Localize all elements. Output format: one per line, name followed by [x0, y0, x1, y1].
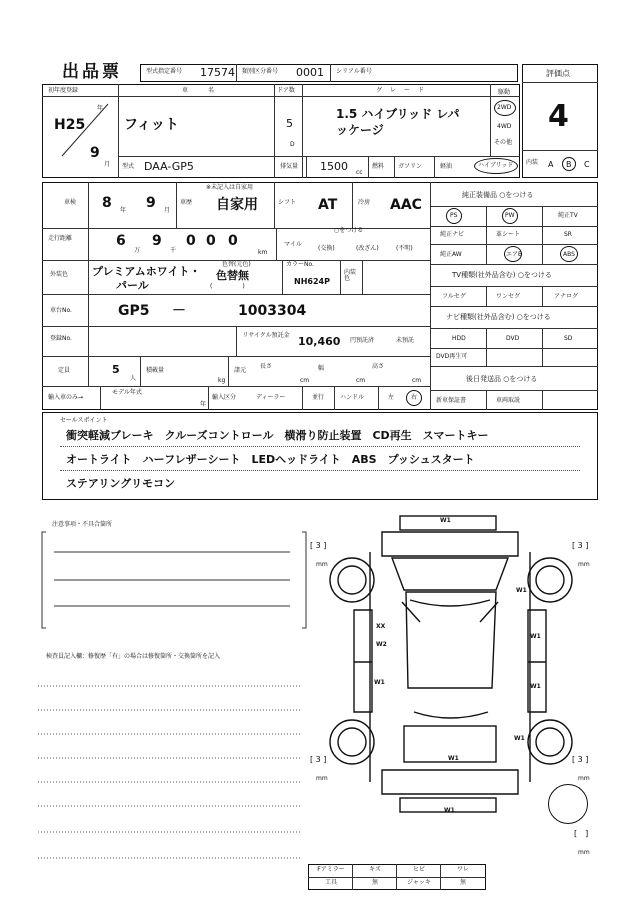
- equip-abs: ABS: [563, 251, 575, 258]
- aftermarket-title: 後日発送品 ○をつける: [466, 375, 538, 383]
- dims-width: 幅: [318, 365, 325, 372]
- year-slash: [56, 98, 116, 160]
- score-label: 評価点: [546, 69, 570, 78]
- grade-line-1: 1.5 ハイブリッド レパ: [336, 107, 460, 121]
- interior-c: C: [584, 160, 590, 169]
- person-unit: 人: [130, 375, 137, 382]
- drive-4wd: 4WD: [497, 123, 512, 130]
- type-cert-label: 型式指定番号: [146, 68, 183, 75]
- inspection-label: 車検: [64, 199, 77, 206]
- tv-title: TV種類(社外品含む) ○をつける: [452, 271, 552, 279]
- drive-label: 駆動: [498, 89, 511, 96]
- sales-point-line-2: オートライト ハーフレザーシート LEDヘッドライト ABS プッシュスタート: [66, 453, 475, 466]
- mark-left-fender-w2: W2: [376, 641, 387, 648]
- navi-hdd: HDD: [452, 335, 466, 342]
- car-name: フィット: [124, 117, 179, 133]
- import-parallel: 並行: [312, 394, 325, 401]
- navi-title: ナビ種類(社外品含む) ○をつける: [446, 313, 551, 321]
- color-no: NH624P: [294, 277, 330, 286]
- grade-label: グレード: [376, 87, 433, 94]
- reg-no-label: 登録No.: [50, 335, 72, 342]
- mark-right-rear: W1: [514, 735, 525, 742]
- man-unit: 万: [134, 247, 141, 254]
- sen-unit: 千: [170, 247, 177, 254]
- category-value: 0001: [296, 66, 324, 79]
- mileage-digit-1: 0: [186, 233, 196, 249]
- model-year-label: モデル年式: [112, 389, 142, 396]
- legend-value-2: 無: [371, 879, 378, 886]
- inspector-lines: [38, 670, 308, 870]
- displacement-label: 排気量: [280, 163, 299, 170]
- shift-value: AT: [318, 197, 338, 213]
- dims-height-cm: cm: [412, 377, 422, 384]
- month-label: 月: [104, 161, 111, 168]
- tire-depth-fr: [ 3 ]: [572, 541, 589, 550]
- fuel-label: 燃料: [372, 163, 385, 170]
- recycle-value: 10,460: [298, 335, 341, 348]
- model-code: DAA-GP5: [144, 160, 194, 173]
- car-damage-diagram: [310, 512, 610, 822]
- tire-depth-fl: [ 3 ]: [310, 541, 327, 550]
- tire-unit-rl: mm: [316, 775, 328, 782]
- equip-sr: SR: [564, 231, 572, 238]
- door-count: 5: [286, 117, 293, 130]
- legend-header-2: キズ: [369, 866, 381, 873]
- mark-left-door: W1: [374, 679, 385, 686]
- inspection-year: 8: [102, 195, 112, 211]
- serial-label: シリアル番号: [336, 68, 372, 75]
- color-no-label: カラーNo.: [286, 261, 314, 268]
- model-year-unit: 年: [200, 401, 207, 408]
- displacement-unit: cc: [356, 169, 363, 176]
- usage-note: ※未記入は自家用: [206, 184, 254, 191]
- tire-unit-fl: mm: [316, 561, 328, 568]
- fuel-hybrid: ハイブリッド: [478, 162, 514, 169]
- inspector-label: 検査員記入欄：修復歴「有」の場合は修復箇所・交換箇所を記入: [46, 653, 221, 660]
- navi-dvd: DVD: [506, 335, 520, 342]
- mark-rear-bumper: W1: [444, 807, 455, 814]
- inspection-month-unit: 月: [164, 207, 171, 214]
- equip-airbag: エアB: [506, 251, 523, 258]
- spare-tire-circle: [548, 784, 588, 824]
- repaint-paren: ( ): [210, 283, 245, 290]
- mileage-man: 6: [116, 233, 126, 249]
- dims-label: 諸元: [234, 367, 247, 374]
- equip-pw: PW: [505, 212, 515, 219]
- handle-left: 左: [388, 394, 395, 401]
- model-label: 型式: [122, 163, 135, 170]
- form-title: 出品票: [62, 62, 122, 82]
- tire-depth-rl: [ 3 ]: [310, 755, 327, 764]
- tire-unit-rr: mm: [578, 775, 590, 782]
- equip-aw: 純正AW: [440, 251, 462, 258]
- sales-points-label: セールスポイント: [60, 417, 108, 424]
- dims-length: 長さ: [260, 363, 273, 370]
- header-info-box: [140, 64, 518, 82]
- equip-leather: 革シート: [496, 231, 521, 238]
- tv-oneseg: ワンセグ: [496, 293, 521, 300]
- legend-value-1: 工具: [324, 879, 337, 886]
- recycle-unit: 円預託済: [350, 337, 375, 344]
- legend-value-3: ジャッキ: [407, 879, 431, 886]
- dvd-play-label: DVD再生可: [436, 353, 468, 360]
- import-category-label: 輸入区分: [212, 394, 237, 401]
- capacity-label: 定員: [58, 367, 71, 374]
- first-reg-year: H25: [54, 117, 86, 133]
- recycle-unpaid: 未預託: [396, 337, 415, 344]
- type-cert-value: 17574: [200, 66, 235, 79]
- sales-point-line-3: ステアリングリモコン: [66, 477, 176, 490]
- mark-right-rear-door: W1: [530, 683, 541, 690]
- mile-label: マイル: [284, 241, 302, 248]
- fuel-gasoline: ガソリン: [398, 163, 423, 170]
- equipment-title: 純正装備品 ○をつける: [462, 191, 534, 199]
- drive-other: その他: [494, 139, 513, 146]
- mark-front-bumper: W1: [440, 517, 451, 524]
- color-value-2: パール: [116, 279, 149, 292]
- mark-front-right: W1: [516, 587, 527, 594]
- year-label: 年: [97, 105, 104, 112]
- legend-header-3: ヒビ: [412, 866, 425, 873]
- caution-lines: [40, 528, 310, 638]
- fuel-diesel: 軽油: [440, 163, 453, 170]
- mileage-digit-2: 0: [206, 233, 216, 249]
- mark-left-fender-xx: XX: [376, 623, 386, 630]
- equip-tv: 純正TV: [558, 212, 578, 219]
- unknown-label: (不明): [396, 245, 413, 252]
- km-unit: km: [258, 249, 268, 256]
- navi-sd: SD: [564, 335, 573, 342]
- usage-value: 自家用: [216, 197, 258, 213]
- repaint-label: 色替(元色): [222, 261, 251, 268]
- legend-header-4: ワレ: [456, 866, 469, 873]
- chassis-label: 車台No.: [50, 307, 72, 314]
- mark-right-front-door: W1: [530, 633, 541, 640]
- interior-b: B: [566, 160, 572, 169]
- interior-label: 内装: [526, 159, 539, 166]
- tire-depth-rr: [ 3 ]: [572, 755, 589, 764]
- mileage-digit-3: 0: [228, 233, 238, 249]
- tv-analog: アナログ: [554, 293, 579, 300]
- sales-point-line-1: 衝突軽減ブレーキ クルーズコントロール 横滑り防止装置 CD再生 スマートキー: [66, 429, 489, 442]
- grade-line-2: ッケージ: [336, 123, 384, 137]
- recycle-label: リサイクル預託金: [242, 332, 290, 339]
- usage-label: 車歴: [180, 199, 193, 206]
- door-suffix: D: [290, 141, 295, 148]
- tire-unit-fr: mm: [578, 561, 590, 568]
- tamper-label: (改ざん): [356, 245, 379, 252]
- mark-rear-panel: W1: [448, 755, 459, 762]
- spare-tire-bracket: [ ]: [574, 829, 589, 838]
- handle-label: ハンドル: [340, 394, 365, 401]
- legend-value-4: 無: [459, 879, 466, 886]
- ac-label: 冷房: [358, 199, 371, 206]
- repaint-value: 色替無: [216, 269, 249, 282]
- color-value-1: プレミアムホワイト・: [92, 265, 201, 278]
- equip-ps: PS: [450, 212, 458, 219]
- mileage-sen: 9: [152, 233, 162, 249]
- drive-2wd: 2WD: [497, 104, 512, 111]
- car-name-label: 車名: [182, 87, 235, 94]
- import-label: 輸入車のみ→: [48, 394, 84, 401]
- chassis-dash: －: [172, 303, 186, 319]
- load-label: 積載量: [146, 367, 165, 374]
- interior-color-label: 内装色: [344, 269, 357, 282]
- aftermarket-warranty: 新車保証書: [436, 397, 467, 404]
- tv-fullseg: フルセグ: [442, 293, 466, 300]
- aftermarket-manual: 車両取説: [496, 397, 521, 404]
- swap-label: (交換): [318, 245, 335, 252]
- displacement-value: 1500: [320, 160, 348, 173]
- inspection-year-unit: 年: [120, 207, 127, 214]
- score-value: 4: [548, 99, 569, 134]
- import-dealer: ディーラー: [256, 394, 286, 401]
- legend-header-1: Fアミラー: [317, 866, 345, 873]
- first-reg-month: 9: [90, 145, 100, 161]
- door-label: ドア数: [277, 87, 295, 94]
- kg-unit: kg: [218, 377, 226, 384]
- first-reg-label: 初年度登録: [48, 87, 79, 94]
- color-label: 外装色: [50, 271, 69, 278]
- interior-a: A: [548, 160, 554, 169]
- spare-tire-unit: mm: [578, 849, 590, 856]
- dims-length-cm: cm: [300, 377, 310, 384]
- circle-note: ○をつける: [334, 227, 364, 234]
- chassis-number: 1003304: [238, 303, 307, 319]
- dims-height: 高さ: [372, 363, 385, 370]
- chassis-prefix: GP5: [118, 303, 150, 319]
- dims-width-cm: cm: [356, 377, 366, 384]
- mileage-label: 走行距離: [48, 235, 73, 242]
- shift-label: シフト: [278, 199, 297, 206]
- caution-label: 注意事項・不具合箇所: [52, 521, 113, 528]
- handle-right: 右: [411, 394, 418, 401]
- inspection-month: 9: [146, 195, 156, 211]
- ac-value: AAC: [390, 197, 422, 213]
- capacity-value: 5: [112, 363, 120, 376]
- category-label: 類別区分番号: [242, 68, 279, 75]
- equip-navi: 純正ナビ: [440, 231, 465, 238]
